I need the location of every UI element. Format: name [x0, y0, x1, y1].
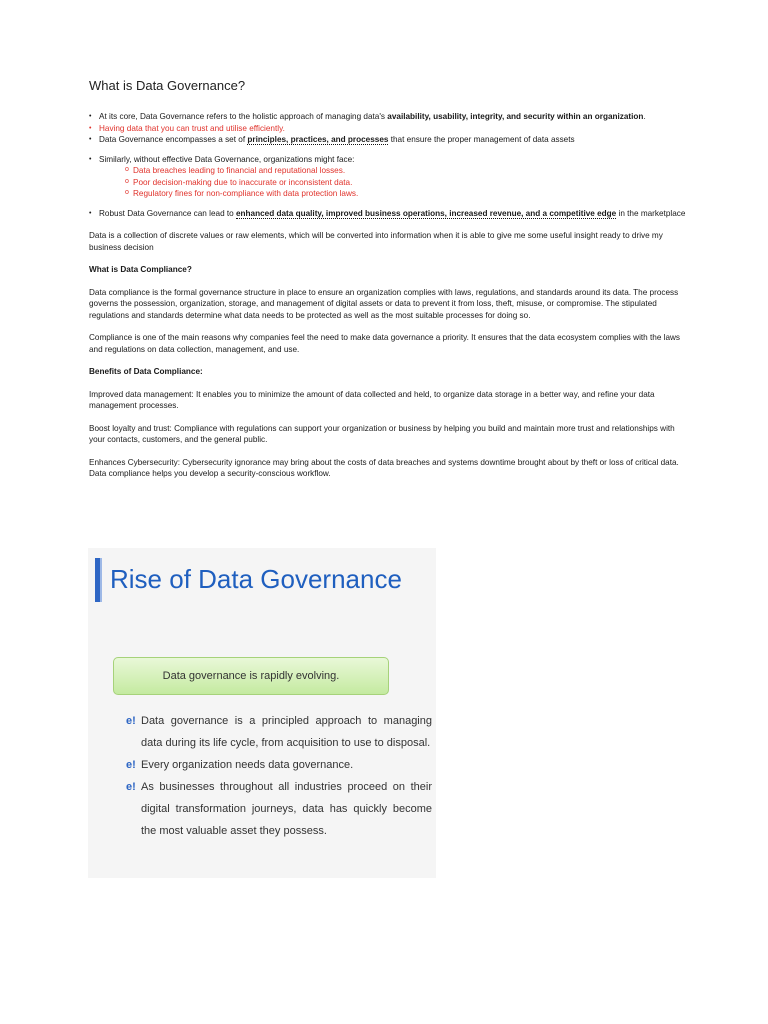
compliance-heading: What is Data Compliance? [89, 265, 192, 274]
risk-list [99, 165, 689, 200]
slide-callout: Data governance is rapidly evolving. [113, 657, 389, 695]
data-definition: Data is a collection of discrete values or raw elements, which will be converted into information when it is able to give me some useful insight ready to drive my business decision [89, 231, 663, 252]
bullet-without: • Similarly, without effective Data Governance, organizations might face: o Data breaches leading to financial and reputational losses. o Poor decision-making due to inaccurate or inconsistent data. o Regulatory fines for non-compliance with data protection laws. [89, 154, 689, 200]
slide-bullet: e! As businesses throughout all industries proceed on their digital transformation journeys, data has quickly become the most valuable asset they possess. [126, 776, 432, 842]
bullet-core: • At its core, Data Governance refers to the holistic approach of managing data's availability, usability, integrity, and security within an organization. [89, 111, 689, 123]
e-bullet-icon: e! [126, 715, 136, 727]
e-bullet-icon: e! [126, 759, 136, 771]
risks-bullets [89, 154, 689, 200]
risk-item: o Data breaches leading to financial and reputational losses. [125, 165, 689, 177]
document-body [89, 78, 689, 480]
benefit-paragraph: Enhances Cybersecurity: Cybersecurity ignorance may bring about the costs of data breaches and systems downtime brought about by theft or loss of critical data. Data compliance helps you develop a security-conscious workflow. [89, 457, 679, 478]
underlined-phrase: principles, practices, and processes [247, 135, 389, 144]
benefit-paragraph: Boost loyalty and trust: Compliance with regulations can support your organization or business by helping you build and maintain more trust and relationships with your contacts, customers, and the general public. [89, 423, 675, 444]
bullet-robust: • Robust Data Governance can lead to enhanced data quality, improved business operations, increased revenue, and a competitive edge in the marketplace [89, 208, 689, 220]
e-bullet-icon: e! [126, 781, 136, 793]
slide-bullet: e! Data governance is a principled approach to managing data during its life cycle, from acquisition to use to disposal. [126, 710, 432, 754]
bullet-encompasses: • Data Governance encompasses a set of principles, practices, and processes that ensure the proper management of data assets [89, 134, 689, 146]
accent-bar-light [100, 558, 102, 602]
page-title: What is Data Governance? [89, 78, 246, 93]
risk-item: o Regulatory fines for non-compliance with data protection laws. [125, 188, 689, 200]
benefits-heading: Benefits of Data Compliance: [89, 367, 203, 376]
compliance-paragraph: Data compliance is the formal governance structure in place to ensure an organization complies with laws, regulations, and standards around its data. The process governs the possession, organization, storage, and management of digital assets or data to prevent it from loss, theft, misuse, or compromise. The stipulated regulations and standards determine what data needs to be protected as well as the most suitable processes for doing so. [89, 287, 679, 320]
slide-image [88, 548, 436, 878]
compliance-paragraph: Compliance is one of the main reasons why companies feel the need to make data governance a priority. It ensures that the data ecosystem complies with the laws and regulations on data collection, management, and use. [89, 333, 681, 354]
underlined-phrase: enhanced data quality, improved business operations, increased revenue, and a competitive edge [236, 208, 617, 218]
risk-item: o Poor decision-making due to inaccurate or inconsistent data. [125, 177, 689, 189]
slide-title: Rise of Data Governance [110, 564, 402, 594]
slide-bullet: e! Every organization needs data governance. [126, 754, 432, 776]
benefit-bullets [89, 208, 689, 220]
benefit-paragraph: Improved data management: It enables you to minimize the amount of data collected and held, to organize data storage in a better way, and refine your data management processes. [89, 389, 655, 410]
bullet-trust: • Having data that you can trust and utilise efficiently. [89, 123, 689, 135]
bold-phrase: availability, usability, integrity, and security within an organization [387, 112, 644, 121]
slide-bullets [126, 710, 432, 842]
governance-bullets [89, 111, 689, 146]
